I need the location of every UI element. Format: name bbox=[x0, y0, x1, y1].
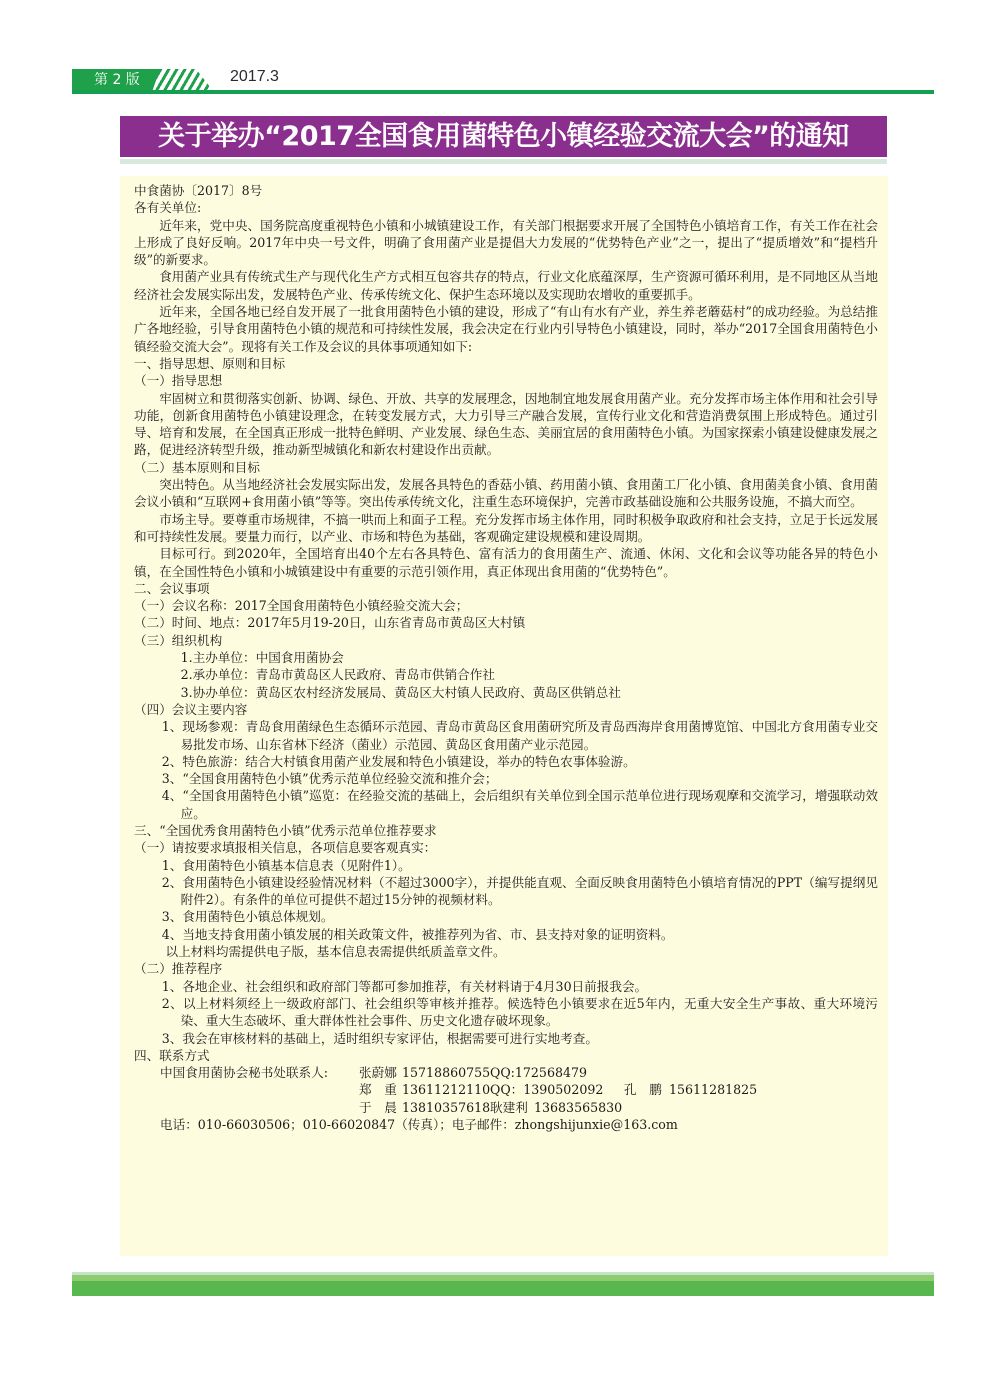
subsection-heading: （二）基本原则和目标 bbox=[134, 459, 260, 475]
salutation: 各有关单位: bbox=[134, 200, 202, 216]
org-item: 2.承办单位：青岛市黄岛区人民政府、青岛市供销合作社 bbox=[180, 667, 495, 683]
edition-label: 第 2 版 bbox=[72, 69, 168, 92]
meeting-time-place: （二）时间、地点：2017年5月19-20日，山东省青岛市黄岛区大村镇 bbox=[134, 615, 526, 631]
contact-name: 郑 重 bbox=[359, 1082, 397, 1098]
intro-paragraph: 近年来，全国各地已经自发开展了一批食用菌特色小镇的建设，形成了“有山有水有产业，养生养老蘑菇村”的成功经验。为总结推广各地经验，引导食用菌特色小镇的规范和可持续性发展，我会决定在行业内引导特色小镇建设，同时，举办“2017全国食用菌特色小镇经验交流大会”。现将有关工作及会议的具体事项通知如下: bbox=[134, 304, 878, 354]
requirement-note: 以上材料均需提供电子版，基本信息表需提供纸质盖章文件。 bbox=[165, 944, 506, 960]
contact-phone: 13683565830 bbox=[534, 1099, 623, 1115]
meeting-name: （一）会议名称：2017全国食用菌特色小镇经验交流大会； bbox=[134, 598, 469, 614]
procedure-item: 3、我会在审核材料的基础上，适时组织专家评估，根据需要可进行实地考查。 bbox=[161, 1030, 598, 1046]
contact-qq: QQ：1390502092 bbox=[490, 1082, 604, 1098]
footer-bar bbox=[72, 1281, 934, 1296]
section-heading: 四、联系方式 bbox=[134, 1047, 210, 1063]
contact-label: 中国食用菌协会秘书处联系人: bbox=[160, 1065, 328, 1081]
subsection-heading: （二）推荐程序 bbox=[134, 961, 223, 977]
subsection-heading: （一）请按要求填报相关信息，各项信息要客观真实： bbox=[134, 840, 437, 856]
contact-phone: 15611281825 bbox=[669, 1082, 758, 1098]
org-item: 1.主办单位：中国食用菌协会 bbox=[180, 650, 344, 666]
notice-body bbox=[120, 176, 888, 1256]
requirement-item: 4、当地支持食用菌小镇发展的相关政策文件，被推荐列为省、市、县支持对象的证明资料。 bbox=[161, 926, 674, 942]
contact-row bbox=[134, 1081, 878, 1098]
content-item: 2、特色旅游：结合大村镇食用菌产业发展和特色小镇建设，举办的特色农事体验游。 bbox=[161, 753, 636, 769]
contact-name: 于 晨 bbox=[359, 1099, 397, 1115]
contact-row bbox=[134, 1064, 878, 1081]
contact-phone: 13810357618 bbox=[402, 1099, 491, 1115]
content-item: 4、“全国食用菌特色小镇”巡览：在经验交流的基础上，会后组织有关单位到全国示范单位进行现场观摩和交流学习，增强联动效应。 bbox=[161, 788, 878, 821]
contact-name: 张蔚娜 bbox=[359, 1065, 397, 1081]
procedure-item: 2、以上材料须经上一级政府部门、社会组织等审核并推荐。候选特色小镇要求在近5年内，无重大安全生产事故、重大环境污染、重大生态破坏、重大群体性社会事件、历史文化遗存破坏现象。 bbox=[161, 995, 878, 1029]
content-item: 1、现场参观：青岛食用菌绿色生态循环示范园、青岛市黄岛区食用菌研究所及青岛西海岸食用菌博览馆、中国北方食用菌专业交易批发市场、山东省林下经济（菌业）示范园、黄岛区食用菌产业示范园。 bbox=[161, 719, 878, 752]
doc-number: 中食菌协〔2017〕8号 bbox=[134, 183, 263, 198]
requirement-item: 1、食用菌特色小镇基本信息表（见附件1）。 bbox=[161, 857, 411, 873]
org-item: 3.协办单位：黄岛区农村经济发展局、黄岛区大村镇人民政府、黄岛区供销总社 bbox=[180, 684, 621, 700]
intro-paragraph: 近年来，党中央、国务院高度重视特色小镇和小城镇建设工作，有关部门根据要求开展了全国特色小镇培育工作，有关工作在社会上形成了良好反响。2017年中央一号文件，明确了食用菌产业是提倡大力发展的“优势特色产业”之一，提出了“提质增效”和“提档升级”的新要求。 bbox=[134, 217, 878, 268]
contact-phone: 15718860755 bbox=[402, 1065, 491, 1081]
title-underline bbox=[120, 159, 887, 164]
section-heading: 一、指导思想、原则和目标 bbox=[134, 355, 286, 371]
header-rule bbox=[72, 90, 934, 94]
subsection-heading: （四）会议主要内容 bbox=[134, 701, 248, 717]
body-paragraph: 牢固树立和贯彻落实创新、协调、绿色、开放、共享的发展理念，因地制宜地发展食用菌产业。充分发挥市场主体作用和社会引导功能，创新食用菌特色小镇建设理念，在转变发展方式，大力引导三产融合发展，宣传行业文化和营造消费氛围上形成特色。通过引导、培育和发展，在全国真正形成一批特色鲜明、产业发展、绿色生态、美丽宜居的食用菌特色小镇。为国家探索小镇建设健康发展之路，促进经济转型升级，推动新型城镇化和新农村建设作出贡献。 bbox=[134, 390, 878, 458]
contact-footer: 电话：010-66030506；010-66020847（传真）；电子邮件：zhongshijunxie@163.com bbox=[160, 1117, 678, 1133]
issue-date: 2017.3 bbox=[230, 68, 279, 85]
content-item: 3、“全国食用菌特色小镇”优秀示范单位经验交流和推介会； bbox=[161, 771, 498, 787]
contact-name: 孔 鹏 bbox=[624, 1082, 662, 1098]
body-paragraph: 目标可行。到2020年，全国培育出40个左右各具特色、富有活力的食用菌生产、流通、休闲、文化和会议等功能各异的特色小镇，在全国性特色小镇和小城镇建设中有重要的示范引领作用，真正体现出食用菌的“优势特色”。 bbox=[134, 546, 878, 579]
intro-paragraph: 食用菌产业具有传统式生产与现代化生产方式相互包容共存的特点，行业文化底蕴深厚，生产资源可循环利用，是不同地区从当地经济社会发展实际出发，发展特色产业、传承传统文化、保护生态环境以及实现助农增收的重要抓手。 bbox=[134, 269, 878, 302]
page-title: 关于举办“2017全国食用菌特色小镇经验交流大会”的通知 bbox=[120, 116, 887, 157]
subsection-heading: （一）指导思想 bbox=[134, 373, 223, 389]
stripes-decoration bbox=[152, 69, 214, 92]
section-heading: 二、会议事项 bbox=[134, 580, 210, 596]
contact-phone: 13611212110 bbox=[402, 1082, 491, 1098]
body-paragraph: 突出特色。从当地经济社会发展实际出发，发展各具特色的香菇小镇、药用菌小镇、食用菌工厂化小镇、食用菌美食小镇、食用菌会议小镇和“互联网+食用菌小镇”等等。突出传承传统文化，注重生态环境保护，完善市政基础设施和公共服务设施，不搞大而空。 bbox=[134, 477, 878, 510]
requirement-item: 3、食用菌特色小镇总体规划。 bbox=[161, 909, 334, 925]
contact-row bbox=[134, 1099, 878, 1116]
contact-name: 耿建利 bbox=[490, 1099, 528, 1115]
section-heading: 三、“全国优秀食用菌特色小镇”优秀示范单位推荐要求 bbox=[134, 822, 437, 838]
procedure-item: 1、各地企业、社会组织和政府部门等都可参加推荐，有关材料请于4月30日前报我会。 bbox=[161, 978, 648, 994]
subsection-heading: （三）组织机构 bbox=[134, 632, 223, 648]
requirement-item: 2、食用菌特色小镇建设经验情况材料（不超过3000字），并提供能直观、全面反映食用菌特色小镇培育情况的PPT（编写提纲见附件2）。有条件的单位可提供不超过15分钟的视频材料。 bbox=[161, 874, 878, 908]
contact-qq: QQ:172568479 bbox=[490, 1065, 588, 1081]
body-paragraph: 市场主导。要尊重市场规律，不搞一哄而上和面子工程。充分发挥市场主体作用，同时积极争取政府和社会支持，立足于长远发展和可持续性发展。要量力而行，以产业、市场和特色为基础，客观确定建设规模和建设周期。 bbox=[134, 511, 878, 544]
